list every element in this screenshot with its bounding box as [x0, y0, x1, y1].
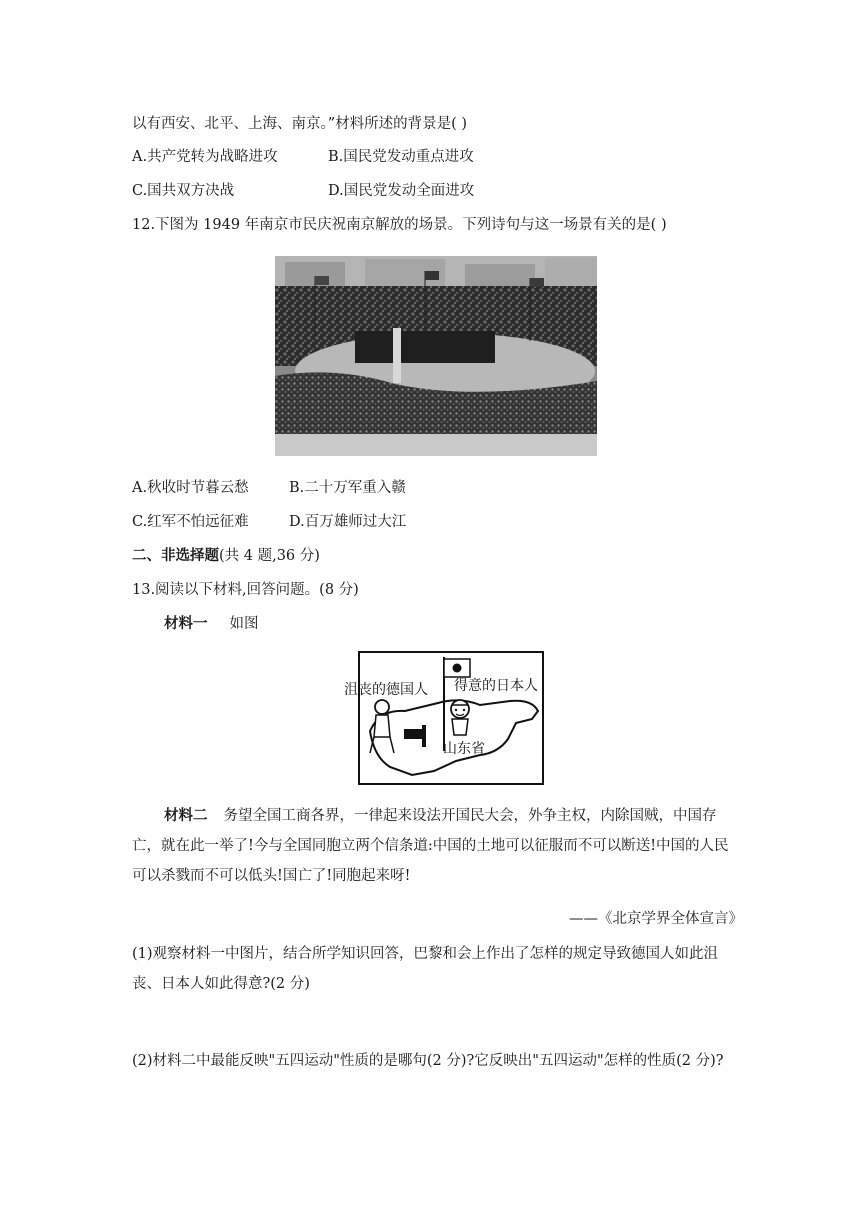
- material1-label: 材料一: [164, 615, 208, 632]
- material2-paragraph: [132, 801, 742, 891]
- cartoon-label-province: 山东省: [443, 741, 485, 757]
- q11-option-b: B.国民党发动重点进攻: [328, 149, 474, 165]
- q12-option-b: B.二十万军重入赣: [289, 480, 406, 496]
- q12-option-d: D.百万雄师过大江: [289, 514, 407, 530]
- q13-sub2: (2)材料二中最能反映"五四运动"性质的是哪句(2 分)?它反映出"五四运动"怎样的性质(2 分)?: [132, 1053, 724, 1069]
- q11-option-d: D.国民党发动全面进攻: [328, 183, 475, 199]
- nanjing-celebration-photo: [275, 256, 597, 456]
- q11-option-a: A.共产党转为战略进攻: [132, 149, 278, 165]
- material2-source: ——《北京学界全体宣言》: [569, 911, 743, 927]
- q12-option-c: C.红军不怕远征难: [132, 514, 249, 530]
- paris-conference-cartoon: [344, 651, 544, 785]
- q11-stem-tail: 以有西安、北平、上海、南京。”材料所述的背景是( ): [132, 116, 468, 132]
- section-heading-title: 二、非选择题: [132, 547, 219, 564]
- material2-label: 材料二: [164, 807, 208, 824]
- q11-option-c: C.国共双方决战: [132, 183, 235, 199]
- material1-text: 如图: [229, 616, 259, 632]
- material1-line: [164, 614, 259, 634]
- section-heading: [132, 546, 320, 566]
- section-heading-note: (共 4 题,36 分): [219, 548, 320, 564]
- q13-stem: 13.阅读以下材料,回答问题。(8 分): [132, 582, 359, 598]
- q12-option-a: A.秋收时节暮云愁: [132, 480, 249, 496]
- q12-stem: 12.下图为 1949 年南京市民庆祝南京解放的场景。下列诗句与这一场景有关的是( ): [132, 217, 667, 233]
- cartoon-label-german: 沮丧的德国人: [344, 682, 428, 698]
- material2-text: 务望全国工商各界，一律起来设法开国民大会，外争主权，内除国贼，中国存亡，就在此一举了!今与全国同胞立两个信条道:中国的土地可以征服而不可以断送!中国的人民可以杀戮而不可以低头!国亡了!同胞起来呀!: [132, 808, 729, 884]
- cartoon-label-japanese: 得意的日本人: [454, 678, 538, 694]
- q13-sub1: (1)观察材料一中图片，结合所学知识回答，巴黎和会上作出了怎样的规定导致德国人如此沮丧、日本人如此得意?(2 分): [132, 946, 719, 992]
